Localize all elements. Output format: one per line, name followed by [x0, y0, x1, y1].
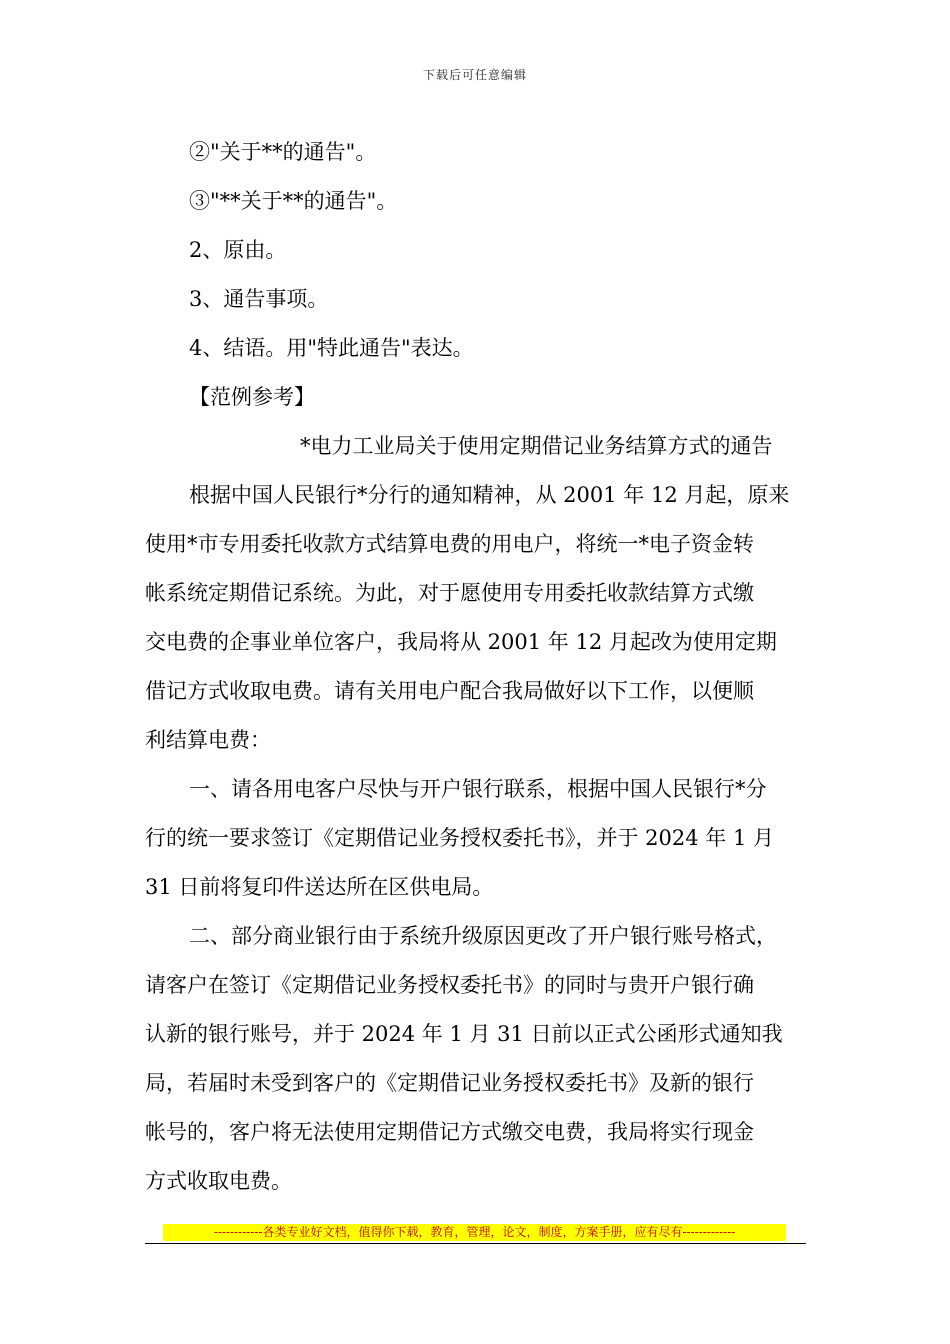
list-item-conclusion: 4、结语。用"特此通告"表达。 — [189, 336, 474, 360]
paragraph-line: 根据中国人民银行*分行的通知精神，从 2001 年 12 月起，原来 — [189, 483, 790, 507]
paragraph-line: 借记方式收取电费。请有关用电户配合我局做好以下工作，以便顺 — [145, 679, 754, 703]
document-body — [145, 128, 810, 1206]
footer-divider — [145, 1243, 806, 1244]
example-title: *电力工业局关于使用定期借记业务结算方式的通告 — [300, 434, 773, 458]
paragraph-line: 帐号的，客户将无法使用定期借记方式缴交电费，我局将实行现金 — [145, 1120, 754, 1144]
list-item-reason: 2、原由。 — [189, 238, 287, 262]
list-item-format-3: ③"**关于**的通告"。 — [189, 189, 398, 213]
paragraph-line: 31 日前将复印件送达所在区供电局。 — [145, 875, 494, 899]
paragraph-line: 局，若届时未受到客户的《定期借记业务授权委托书》及新的银行 — [145, 1071, 754, 1095]
paragraph-line: 认新的银行账号，并于 2024 年 1 月 31 日前以正式公函形式通知我 — [145, 1022, 783, 1046]
paragraph-line: 方式收取电费。 — [145, 1169, 292, 1193]
paragraph-line: 交电费的企事业单位客户，我局将从 2001 年 12 月起改为使用定期 — [145, 630, 777, 654]
paragraph-line: 行的统一要求签订《定期借记业务授权委托书》，并于 2024 年 1 月 — [145, 826, 775, 850]
list-item-format-2: ②"关于**的通告"。 — [189, 140, 377, 164]
footer-banner: ------------各类专业好文档，值得你下载，教育，管理，论文，制度，方案手册，应有尽有------------- — [163, 1224, 786, 1241]
paragraph-line: 利结算电费： — [145, 728, 271, 752]
paragraph-line: 使用*市专用委托收款方式结算电费的用电户，将统一*电子资金转 — [145, 532, 754, 556]
paragraph-line: 一、请各用电客户尽快与开户银行联系，根据中国人民银行*分 — [189, 777, 767, 801]
paragraph-line: 帐系统定期借记系统。为此，对于愿使用专用委托收款结算方式缴 — [145, 581, 754, 605]
example-heading: 【范例参考】 — [189, 385, 315, 409]
paragraph-line: 二、部分商业银行由于系统升级原因更改了开户银行账号格式， — [189, 924, 777, 948]
list-item-matters: 3、通告事项。 — [189, 287, 329, 311]
page-header: 下载后可任意编辑 — [422, 68, 527, 82]
paragraph-line: 请客户在签订《定期借记业务授权委托书》的同时与贵开户银行确 — [145, 973, 754, 997]
